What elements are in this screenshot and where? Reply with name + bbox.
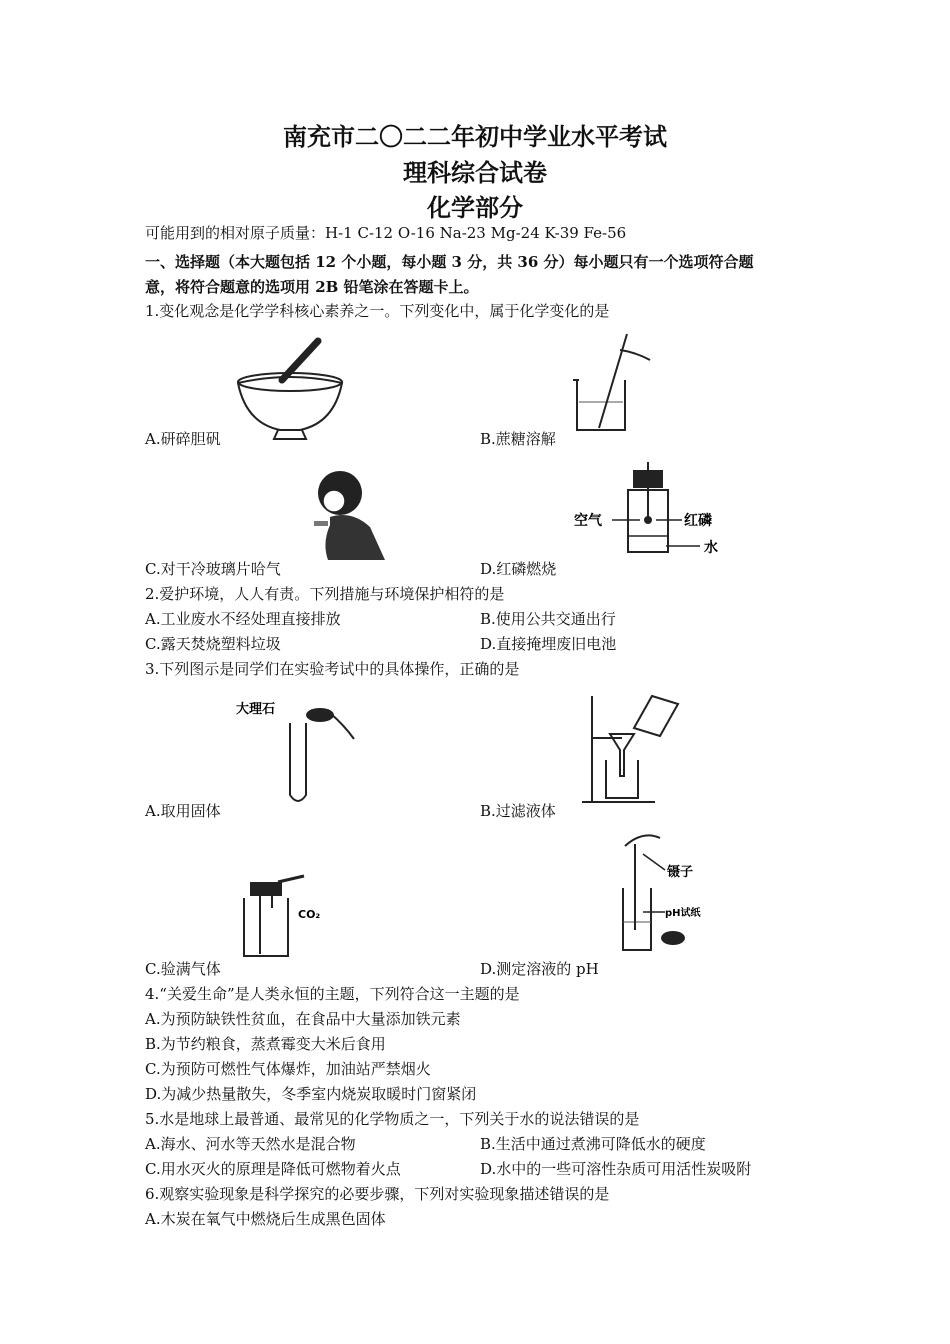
q2-stem: 2.爱护环境，人人有责。下列措施与环境保护相符的是: [145, 585, 505, 603]
mortar-pestle-figure: [230, 335, 350, 440]
filtration-setup-figure: [580, 690, 690, 810]
q3-option-b: B.过滤液体: [480, 802, 556, 820]
q4-option-b: B.为节约粮食，蒸煮霉变大米后食用: [145, 1035, 386, 1053]
q5-option-d: D.水中的一些可溶性杂质可用活性炭吸附: [480, 1160, 752, 1178]
co2-label: CO₂: [298, 908, 321, 921]
paper-subtitle: 理科综合试卷: [403, 158, 547, 187]
q1-stem: 1.变化观念是化学学科核心素养之一。下列变化中，属于化学变化的是: [145, 302, 610, 320]
girl-breathing-figure: [300, 465, 395, 565]
section1-instructions-line2: 意，将符合题意的选项用 2B 铅笔涂在答题卡上。: [145, 278, 479, 296]
q5-option-b: B.生活中通过煮沸可降低水的硬度: [480, 1135, 706, 1153]
red-phosphorus-bottle-figure: [570, 462, 735, 564]
red-phosphorus-label: 红磷: [684, 513, 712, 529]
q2-option-b: B.使用公共交通出行: [480, 610, 616, 628]
tweezers-label: 镊子: [667, 865, 694, 880]
q4-stem: 4.“关爱生命”是人类永恒的主题，下列符合这一主题的是: [145, 985, 520, 1003]
q4-option-d: D.为减少热量散失，冬季室内烧炭取暖时门窗紧闭: [145, 1085, 477, 1103]
q1-option-a: A.研碎胆矾: [145, 430, 221, 448]
marble-label: 大理石: [236, 702, 276, 717]
q3-option-c: C.验满气体: [145, 960, 221, 978]
exam-title: 南充市二〇二二年初中学业水平考试: [283, 122, 667, 151]
q1-option-c: C.对干冷玻璃片哈气: [145, 560, 281, 578]
atomic-masses: 可能用到的相对原子质量：H-1 C-12 O-16 Na-23 Mg-24 K-39 Fe-56: [145, 224, 627, 242]
air-label: 空气: [574, 513, 602, 529]
q1-option-d: D.红磷燃烧: [480, 560, 557, 578]
q4-option-c: C.为预防可燃性气体爆炸，加油站严禁烟火: [145, 1060, 431, 1078]
test-tube-solid-figure: [232, 695, 362, 810]
section-title: 化学部分: [427, 193, 523, 222]
q2-option-d: D.直接掩埋废旧电池: [480, 635, 617, 653]
ph-paper-label: pH试纸: [665, 908, 701, 919]
q2-option-a: A.工业废水不经处理直接排放: [145, 610, 341, 628]
q3-stem: 3.下列图示是同学们在实验考试中的具体操作，正确的是: [145, 660, 520, 678]
water-label: 水: [704, 540, 718, 556]
section1-instructions-line1: 一、选择题（本大题包括 12 个小题，每小题 3 分，共 36 分）每小题只有一个选项符合题: [145, 253, 754, 271]
beaker-stirring-figure: [565, 330, 665, 440]
q6-option-a: A.木炭在氧气中燃烧后生成黑色固体: [145, 1210, 386, 1228]
q3-option-a: A.取用固体: [145, 802, 221, 820]
q5-stem: 5.水是地球上最普通、最常见的化学物质之一，下列关于水的说法错误的是: [145, 1110, 640, 1128]
q3-option-d: D.测定溶液的 pH: [480, 960, 599, 978]
ph-measurement-figure: [605, 830, 720, 965]
gas-collection-bottle-figure: [232, 868, 342, 968]
q6-stem: 6.观察实验现象是科学探究的必要步骤，下列对实验现象描述错误的是: [145, 1185, 610, 1203]
q5-option-c: C.用水灭火的原理是降低可燃物着火点: [145, 1160, 401, 1178]
q5-option-a: A.海水、河水等天然水是混合物: [145, 1135, 356, 1153]
q1-option-b: B.蔗糖溶解: [480, 430, 556, 448]
q4-option-a: A.为预防缺铁性贫血，在食品中大量添加铁元素: [145, 1010, 461, 1028]
q2-option-c: C.露天焚烧塑料垃圾: [145, 635, 281, 653]
